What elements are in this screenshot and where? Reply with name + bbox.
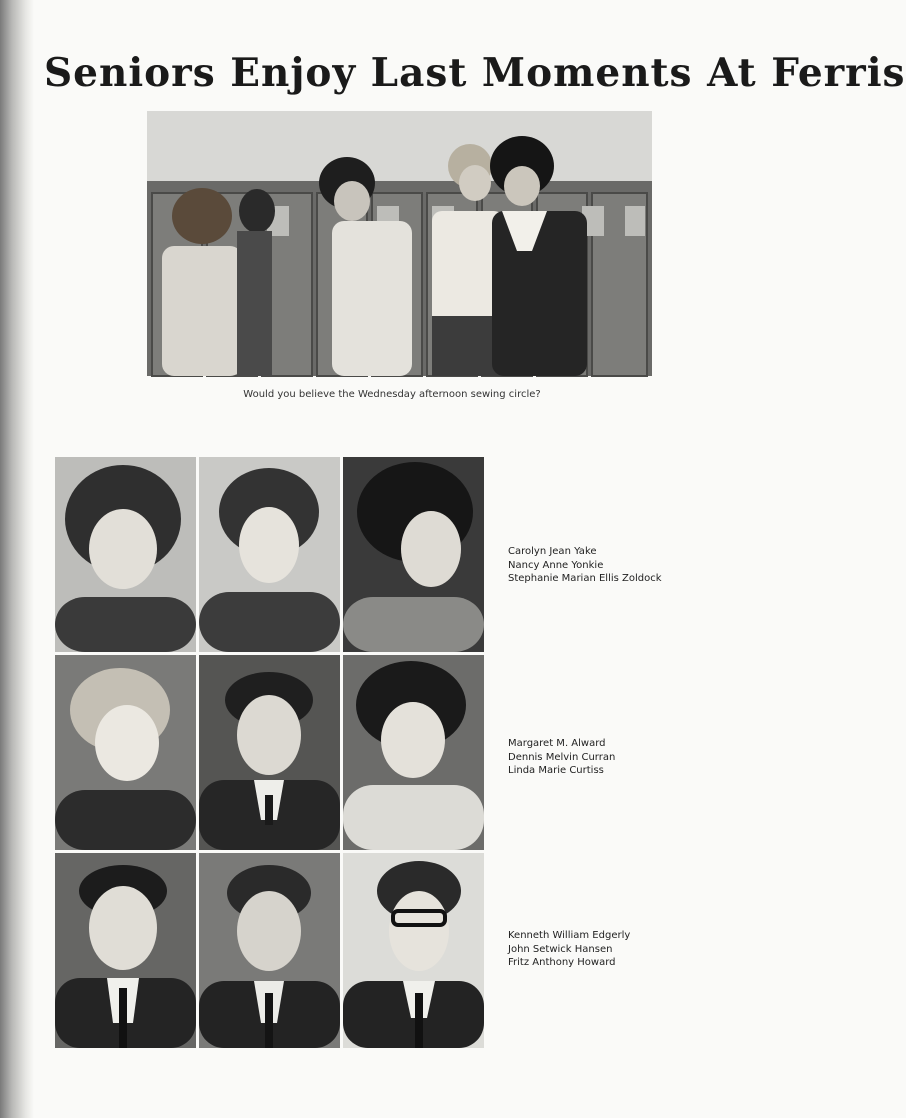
portrait-photo xyxy=(343,457,484,652)
senior-name: Linda Marie Curtiss xyxy=(508,765,604,776)
senior-name: Fritz Anthony Howard xyxy=(508,957,616,968)
senior-name: Carolyn Jean Yake xyxy=(508,546,597,557)
senior-name: Dennis Melvin Curran xyxy=(508,751,616,763)
senior-name: John Setwick Hansen xyxy=(508,943,613,955)
senior-name: Nancy Anne Yonkie xyxy=(508,559,604,571)
portrait-photo xyxy=(199,655,340,850)
senior-name: Kenneth William Edgerly xyxy=(508,930,631,941)
name-list xyxy=(508,737,615,778)
group-photo-image xyxy=(147,111,652,376)
portrait-photo xyxy=(55,655,196,850)
group-photo-lockers xyxy=(147,111,652,376)
name-list xyxy=(508,545,662,586)
portrait-photo xyxy=(199,853,340,1048)
page-title: Seniors Enjoy Last Moments At Ferris xyxy=(44,50,906,96)
photo-caption: Would you believe the Wednesday afternoon sewing circle? xyxy=(243,389,541,400)
name-list xyxy=(508,929,630,970)
portrait-photo xyxy=(343,655,484,850)
senior-name: Stephanie Marian Ellis Zoldock xyxy=(508,573,662,584)
portrait-photo xyxy=(199,457,340,652)
senior-name: Margaret M. Alward xyxy=(508,738,606,749)
portrait-photo xyxy=(55,457,196,652)
portrait-photo xyxy=(55,853,196,1048)
page-binding-shadow xyxy=(0,0,34,1118)
portrait-photo xyxy=(343,853,484,1048)
